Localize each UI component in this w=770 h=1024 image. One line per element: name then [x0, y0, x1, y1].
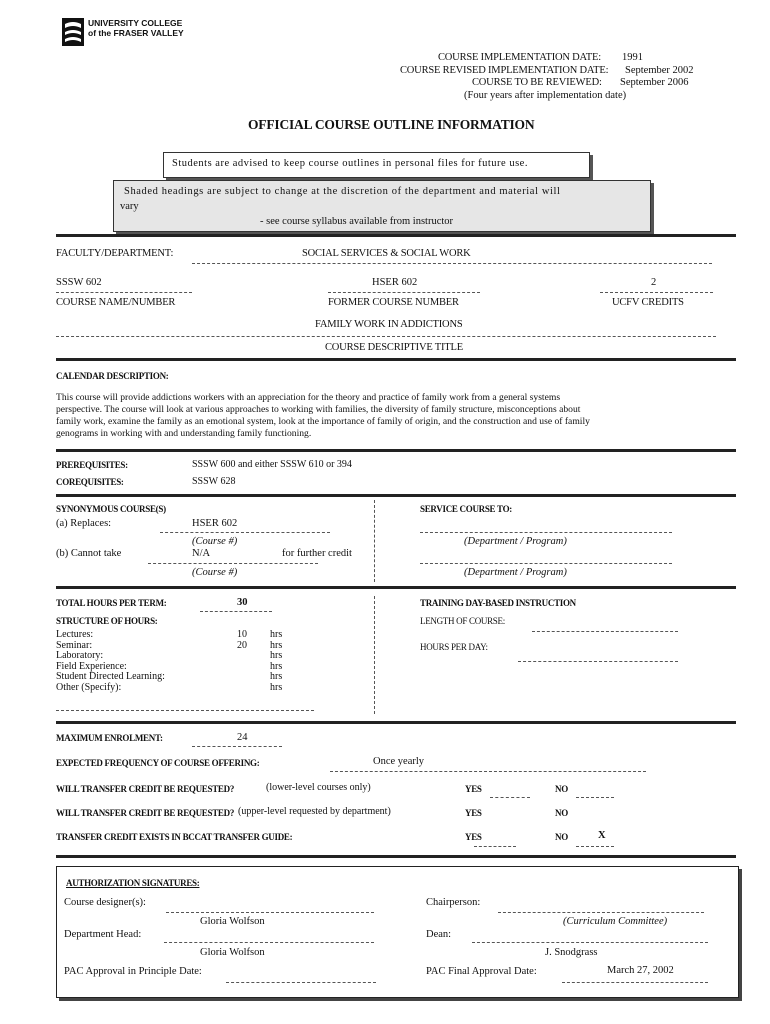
calendar-line: This course will provide addictions workers with an appreciation for the theory and practice of family work from a general systems: [56, 392, 561, 403]
transfer-lower-note: (lower-level courses only): [266, 782, 371, 793]
hours-row-unit: hrs: [270, 629, 283, 640]
chair-signature-line: [498, 912, 704, 913]
revised-date-label: COURSE REVISED IMPLEMENTATION DATE:: [400, 65, 609, 76]
service-label: SERVICE COURSE TO:: [420, 504, 512, 514]
pac-principle-label: PAC Approval in Principle Date:: [64, 966, 202, 977]
divider: [56, 358, 736, 361]
hours-row-value: [237, 672, 247, 683]
credits-label: UCFV CREDITS: [612, 297, 684, 308]
length-underline: [532, 631, 678, 632]
enrolment-label: MAXIMUM ENROLMENT:: [56, 733, 163, 743]
divider: [56, 234, 736, 237]
designer-label: Course designer(s):: [64, 897, 146, 908]
course-number-underline: [56, 292, 192, 293]
bccat-yes-line: [474, 846, 516, 847]
hours-row-value: [237, 683, 247, 694]
college-name: UNIVERSITY COLLEGE of the FRASER VALLEY: [88, 18, 184, 38]
shaded-notice-box: [113, 180, 651, 232]
hours-row-label: Field Experience:: [56, 660, 127, 672]
shaded-notice-line2: vary: [120, 201, 139, 212]
course-number-label: COURSE NAME/NUMBER: [56, 297, 176, 308]
hours-row-label: Student Directed Learning:: [56, 671, 165, 682]
hours-row-value: 20: [237, 639, 247, 651]
column-separator: [374, 596, 375, 714]
designer-signature-line: [166, 912, 374, 913]
service-hint-2: (Department / Program): [464, 567, 567, 578]
bccat-no-line: [576, 846, 614, 847]
other-underline: [56, 710, 314, 711]
hours-row-value: 10: [237, 629, 247, 640]
prereq-value: SSSW 600 and either SSSW 610 or 394: [192, 459, 352, 470]
frequency-underline: [330, 771, 646, 772]
calendar-line: genograms in working with and understanding family functioning.: [56, 428, 312, 439]
course-title: FAMILY WORK IN ADDICTIONS: [315, 319, 463, 330]
review-note: (Four years after implementation date): [464, 90, 627, 101]
bccat-label: TRANSFER CREDIT EXISTS IN BCCAT TRANSFER GUIDE:: [56, 832, 293, 842]
replaces-underline: [160, 532, 330, 533]
enrolment-underline: [192, 746, 282, 747]
pac-final-line: [562, 982, 708, 983]
replaces-value: HSER 602: [192, 518, 238, 529]
transfer-lower-yes-line: [490, 797, 530, 798]
page-title: OFFICIAL COURSE OUTLINE INFORMATION: [248, 117, 535, 132]
divider: [56, 721, 736, 724]
column-separator: [374, 500, 375, 582]
faculty-label: FACULTY/DEPARTMENT:: [56, 248, 174, 259]
total-hours-value: 30: [237, 597, 248, 608]
bccat-no: NO: [555, 832, 568, 842]
hours-row-label: Seminar:: [56, 639, 93, 651]
transfer-lower-no: NO: [555, 784, 568, 794]
shaded-notice-line1: Shaded headings are subject to change at the discretion of the department and material will: [124, 186, 561, 197]
former-course-number: HSER 602: [372, 277, 418, 288]
hours-per-day-underline: [518, 661, 678, 662]
dean-label: Dean:: [426, 929, 452, 940]
hours-row-label: Laboratory:: [56, 650, 104, 661]
revised-date-value: September 2002: [625, 65, 694, 76]
chair-hint: (Curriculum Committee): [563, 916, 668, 927]
enrolment-value: 24: [237, 732, 248, 743]
transfer-upper-note: (upper-level requested by department): [238, 806, 391, 817]
impl-date-value: 1991: [622, 52, 643, 63]
pac-final-value: March 27, 2002: [607, 965, 674, 976]
course-title-underline: [56, 336, 716, 337]
course-title-label: COURSE DESCRIPTIVE TITLE: [325, 342, 463, 353]
notice-box: [163, 152, 590, 178]
cannot-take-underline: [148, 563, 318, 564]
hours-row-label: Lectures:: [56, 629, 94, 640]
chair-label: Chairperson:: [426, 897, 481, 908]
frequency-label: EXPECTED FREQUENCY OF COURSE OFFERING:: [56, 758, 260, 768]
frequency-value: Once yearly: [373, 756, 425, 767]
service-underline: [420, 532, 672, 533]
total-hours-label: TOTAL HOURS PER TERM:: [56, 598, 167, 608]
divider: [56, 855, 736, 858]
course-number: SSSW 602: [56, 277, 102, 288]
faculty-value: SOCIAL SERVICES & SOCIAL WORK: [302, 248, 471, 259]
total-hours-underline: [200, 611, 272, 612]
auth-label: AUTHORIZATION SIGNATURES:: [66, 878, 200, 888]
cannot-take-value: N/A: [192, 548, 211, 559]
pac-principle-line: [226, 982, 376, 983]
divider: [56, 586, 736, 589]
shaded-notice-line3: - see course syllabus available from instructor: [260, 216, 454, 227]
bccat-mark: X: [598, 830, 606, 841]
former-course-label: FORMER COURSE NUMBER: [328, 297, 459, 308]
divider: [56, 494, 736, 497]
length-label: LENGTH OF COURSE:: [420, 616, 505, 626]
hours-units: [270, 630, 282, 693]
designer-name: Gloria Wolfson: [200, 916, 265, 927]
replaces-label: (a) Replaces:: [56, 518, 112, 529]
structure-label: STRUCTURE OF HOURS:: [56, 616, 158, 626]
hours-row-unit: hrs: [270, 681, 283, 693]
course-hint-2: (Course #): [192, 567, 238, 578]
calendar-line: family work, examine the family as an emotional system, look at the importance of family of origin, and the construction and use of family: [56, 416, 590, 427]
dean-name: J. Snodgrass: [545, 947, 598, 958]
impl-date-label: COURSE IMPLEMENTATION DATE:: [438, 52, 601, 63]
transfer-upper-no: NO: [555, 808, 568, 818]
hours-row-unit: hrs: [270, 639, 283, 651]
hours-values: [237, 630, 247, 693]
college-logo-icon: [62, 18, 84, 46]
credits-underline: [600, 292, 713, 293]
transfer-upper-label: WILL TRANSFER CREDIT BE REQUESTED?: [56, 808, 235, 818]
training-label: TRAINING DAY-BASED INSTRUCTION: [420, 598, 576, 608]
hours-per-day-label: HOURS PER DAY:: [420, 642, 488, 652]
hours-row-value: [237, 651, 247, 662]
review-date-label: COURSE TO BE REVIEWED:: [472, 77, 602, 88]
head-signature-line: [164, 942, 374, 943]
service-underline-2: [420, 563, 672, 564]
hours-row-label: Other (Specify):: [56, 681, 122, 693]
hours-labels: [56, 630, 165, 693]
credits-value: 2: [651, 277, 657, 288]
hours-row-unit: hrs: [270, 671, 283, 682]
course-hint: (Course #): [192, 536, 238, 547]
review-date-value: September 2006: [620, 77, 689, 88]
calendar-line: perspective. The course will look at various approaches to working with families, the diversity of family structure, misconceptions about: [56, 404, 581, 415]
head-name: Gloria Wolfson: [200, 947, 265, 958]
former-number-underline: [328, 292, 480, 293]
calendar-label: CALENDAR DESCRIPTION:: [56, 371, 169, 381]
coreq-label: COREQUISITES:: [56, 477, 124, 487]
transfer-lower-yes: YES: [465, 784, 482, 794]
transfer-upper-yes: YES: [465, 808, 482, 818]
notice-text: Students are advised to keep course outlines in personal files for future use.: [172, 158, 528, 169]
hours-row-unit: hrs: [270, 660, 283, 672]
calendar-description: [56, 392, 590, 440]
hours-row-unit: hrs: [270, 650, 283, 661]
coreq-value: SSSW 628: [192, 476, 236, 487]
prereq-label: PREREQUISITES:: [56, 460, 128, 470]
dean-signature-line: [472, 942, 708, 943]
cannot-take-label: (b) Cannot take: [56, 548, 122, 559]
head-label: Department Head:: [64, 929, 142, 940]
synonymous-label: SYNONYMOUS COURSE(S): [56, 504, 166, 514]
further-credit: for further credit: [282, 548, 352, 559]
hours-row-value: [237, 662, 247, 673]
bccat-yes: YES: [465, 832, 482, 842]
transfer-lower-label: WILL TRANSFER CREDIT BE REQUESTED?: [56, 784, 235, 794]
pac-final-label: PAC Final Approval Date:: [426, 966, 537, 977]
transfer-lower-no-line: [576, 797, 614, 798]
faculty-underline: [192, 263, 712, 264]
service-hint: (Department / Program): [464, 536, 567, 547]
divider: [56, 449, 736, 452]
